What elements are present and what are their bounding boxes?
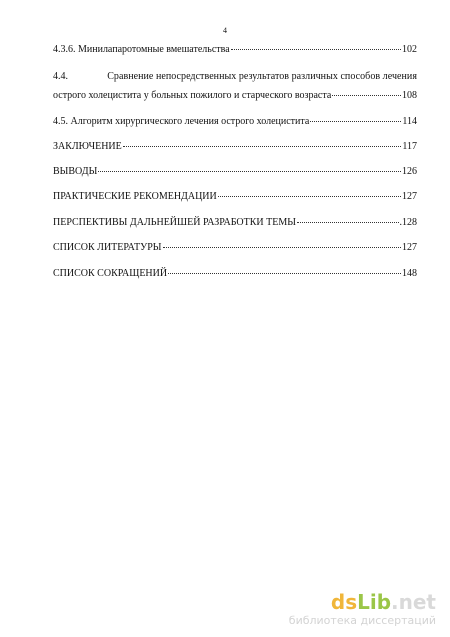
watermark-logo: dsLib.net — [330, 590, 436, 614]
watermark-subtitle: библиотека диссертаций — [288, 614, 436, 627]
toc-entry-label: ПЕРСПЕКТИВЫ ДАЛЬНЕЙШЕЙ РАЗРАБОТКИ ТЕМЫ — [53, 217, 296, 228]
watermark — [289, 592, 436, 627]
toc-entry-references — [53, 241, 417, 255]
toc-entry-label: ПРАКТИЧЕСКИЕ РЕКОМЕНДАЦИИ — [53, 191, 217, 202]
toc-entry-number: 4.4. — [53, 71, 68, 82]
toc-entry-label: СПИСОК ЛИТЕРАТУРЫ — [53, 242, 162, 253]
toc-entry-4-3-6 — [53, 43, 417, 57]
leader-dots — [168, 272, 401, 274]
toc-entry-label: ЗАКЛЮЧЕНИЕ — [53, 141, 122, 152]
toc-entry-page: 117 — [402, 141, 417, 152]
leader-dots — [218, 195, 401, 197]
leader-dots — [163, 246, 402, 248]
toc-entry-abbreviations — [53, 267, 417, 281]
toc-entry-label: ВЫВОДЫ — [53, 166, 98, 177]
leader-dots — [332, 94, 401, 96]
toc-entry-label: 4.3.6. Минилапаротомные вмешательства — [53, 44, 230, 55]
leader-dots — [123, 145, 402, 147]
toc-entry-page: .128 — [399, 217, 417, 228]
toc-entry-recommendations — [53, 190, 417, 204]
toc-entry-page: 114 — [402, 116, 417, 127]
toc-entry-page: 127 — [402, 242, 417, 253]
leader-dots — [310, 120, 401, 122]
toc-entry-label-line2: острого холецистита у больных пожилого и старческого возраста — [53, 90, 332, 101]
toc-entry-page: 127 — [402, 191, 417, 202]
toc-entry-label: 4.5. Алгоритм хирургического лечения острого холецистита — [53, 116, 310, 127]
toc-entry-conclusion — [53, 140, 417, 154]
leader-dots — [98, 170, 401, 172]
toc-entry-4-5 — [53, 115, 417, 129]
page-number: 4 — [223, 26, 227, 35]
toc-entry-page: 126 — [402, 166, 417, 177]
toc-entry-page: 148 — [402, 268, 417, 279]
toc-entry-label: СПИСОК СОКРАЩЕНИЙ — [53, 268, 168, 279]
toc-entry-page: 108 — [402, 90, 417, 101]
toc-entry-4-4 — [53, 70, 417, 103]
leader-dots — [231, 48, 401, 50]
toc-entry-prospects — [53, 216, 417, 230]
toc-entry-label-line1: Сравнение непосредственных результатов различных способов лечения — [107, 71, 417, 82]
toc-entry-page: 102 — [402, 44, 417, 55]
leader-dots — [297, 221, 399, 223]
toc-entry-findings — [53, 165, 417, 179]
